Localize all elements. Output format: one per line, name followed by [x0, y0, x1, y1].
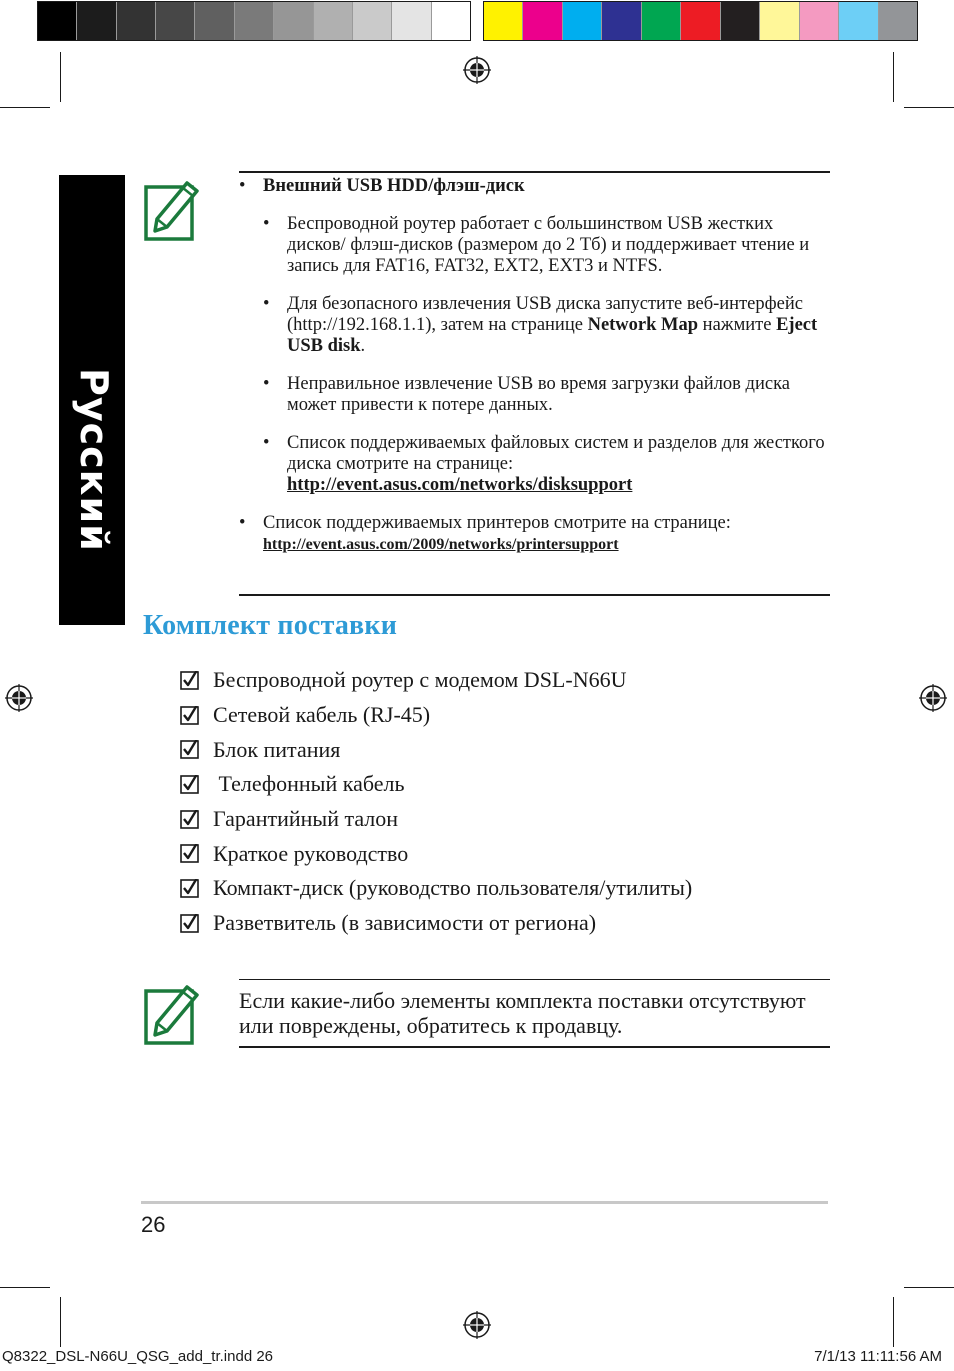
- color-calibration-bar: [483, 1, 918, 41]
- checklist-item: [180, 663, 692, 698]
- checklist-item: [180, 767, 692, 802]
- list-item: • Список поддерживаемых принтеров смотрите на странице: http://event.asus.com/2009/networks/printersupport: [239, 513, 731, 553]
- checklist-item-label: Блок питания: [213, 736, 341, 762]
- crop-mark: [904, 1287, 954, 1288]
- color-swatch: [879, 2, 917, 40]
- section-title: Комплект поставки: [143, 610, 398, 641]
- crop-mark: [893, 1297, 894, 1347]
- color-swatch: [760, 2, 799, 40]
- note-heading-item: • Внешний USB HDD/флэш-диск: [239, 176, 525, 196]
- disksupport-link[interactable]: http://event.asus.com/networks/disksupport: [287, 475, 633, 495]
- printersupport-link[interactable]: http://event.asus.com/2009/networks/printersupport: [263, 536, 619, 553]
- crop-mark: [904, 107, 954, 108]
- color-swatch: [721, 2, 760, 40]
- gray-swatch: [353, 2, 392, 40]
- checklist-item: [180, 732, 692, 767]
- gray-swatch: [314, 2, 353, 40]
- gray-swatch: [117, 2, 156, 40]
- gray-swatch: [38, 2, 77, 40]
- gray-swatch: [235, 2, 274, 40]
- gray-swatch: [274, 2, 313, 40]
- footer-rule: [141, 1201, 828, 1204]
- color-swatch: [484, 2, 523, 40]
- page-number: 26: [141, 1212, 166, 1237]
- checkbox-checked-icon: [180, 671, 199, 690]
- language-side-tab: [59, 175, 125, 625]
- gray-swatch: [392, 2, 431, 40]
- checklist-item-label: Компакт-диск (руководство пользователя/утилиты): [213, 875, 693, 901]
- missing-items-note: Если какие-либо элементы комплекта поставки отсутствуют или повреждены, обратитесь к продавцу.: [239, 988, 806, 1038]
- note-pencil-icon: [143, 177, 203, 243]
- checklist-item: [180, 698, 692, 733]
- checklist-item-label: Краткое руководство: [213, 840, 409, 866]
- color-swatch: [642, 2, 681, 40]
- crop-mark: [0, 1287, 50, 1288]
- crop-mark: [893, 52, 894, 102]
- note-bottom-rule: [239, 594, 830, 596]
- color-swatch: [563, 2, 602, 40]
- checklist-item: [180, 802, 692, 837]
- note-bottom-rule: [239, 1046, 830, 1048]
- checklist-item-label: Телефонный кабель: [213, 771, 405, 797]
- gray-swatch: [156, 2, 195, 40]
- checklist-item-label: Гарантийный талон: [213, 806, 399, 832]
- registration-mark-icon: [5, 684, 33, 712]
- color-swatch: [800, 2, 839, 40]
- gray-swatch: [195, 2, 234, 40]
- package-checklist: [180, 663, 692, 941]
- list-item: • Для безопасного извлечения USB диска запустите веб-интерфейс (http://192.168.1.1), затем на странице Network Map нажмите Eject USB disk.: [263, 294, 818, 356]
- checklist-item-label: Сетевой кабель (RJ-45): [213, 702, 431, 728]
- gray-swatch: [432, 2, 470, 40]
- note-heading: Внешний USB HDD/флэш-диск: [263, 176, 525, 196]
- checkbox-checked-icon: [180, 810, 199, 829]
- grayscale-calibration-bar: [37, 1, 471, 41]
- color-swatch: [602, 2, 641, 40]
- file-slug: Q8322_DSL-N66U_QSG_add_tr.indd 26: [2, 1348, 274, 1365]
- checkbox-checked-icon: [180, 706, 199, 725]
- note-pencil-icon: [143, 981, 203, 1047]
- checkbox-checked-icon: [180, 740, 199, 759]
- crop-mark: [60, 52, 61, 102]
- list-item: • Список поддерживаемых файловых систем и разделов для жесткого диска смотрите на странице: http://event.asus.com/networks/disksupport: [263, 433, 825, 495]
- checklist-item: [180, 836, 692, 871]
- list-item: • Беспроводной роутер работает с большинством USB жестких дисков/ флэш-дисков (размером до 2 Тб) и поддерживает чтение и запись для FAT16, FAT32, EXT2, EXT3 и NTFS.: [263, 214, 810, 276]
- checkbox-checked-icon: [180, 914, 199, 933]
- color-swatch: [681, 2, 720, 40]
- checklist-item: [180, 871, 692, 906]
- gray-swatch: [77, 2, 116, 40]
- checkbox-checked-icon: [180, 879, 199, 898]
- color-swatch: [523, 2, 562, 40]
- checkbox-checked-icon: [180, 775, 199, 794]
- note-top-rule: [239, 171, 830, 173]
- checklist-item: [180, 906, 692, 941]
- note-top-rule: [239, 979, 830, 980]
- date-slug: 7/1/13 11:11:56 AM: [814, 1348, 942, 1365]
- list-item: • Неправильное извлечение USB во время загрузки файлов диска может привести к потере данных.: [263, 374, 790, 415]
- checklist-item-label: Беспроводной роутер с модемом DSL-N66U: [213, 667, 627, 693]
- language-tab-label: Русский: [72, 368, 116, 552]
- crop-mark: [60, 1297, 61, 1347]
- registration-mark-icon: [463, 56, 491, 84]
- checklist-item-label: Разветвитель (в зависимости от региона): [213, 910, 597, 936]
- crop-mark: [0, 107, 50, 108]
- usb-note: [239, 176, 829, 555]
- registration-mark-icon: [463, 1311, 491, 1339]
- registration-mark-icon: [919, 684, 947, 712]
- checkbox-checked-icon: [180, 844, 199, 863]
- color-swatch: [839, 2, 878, 40]
